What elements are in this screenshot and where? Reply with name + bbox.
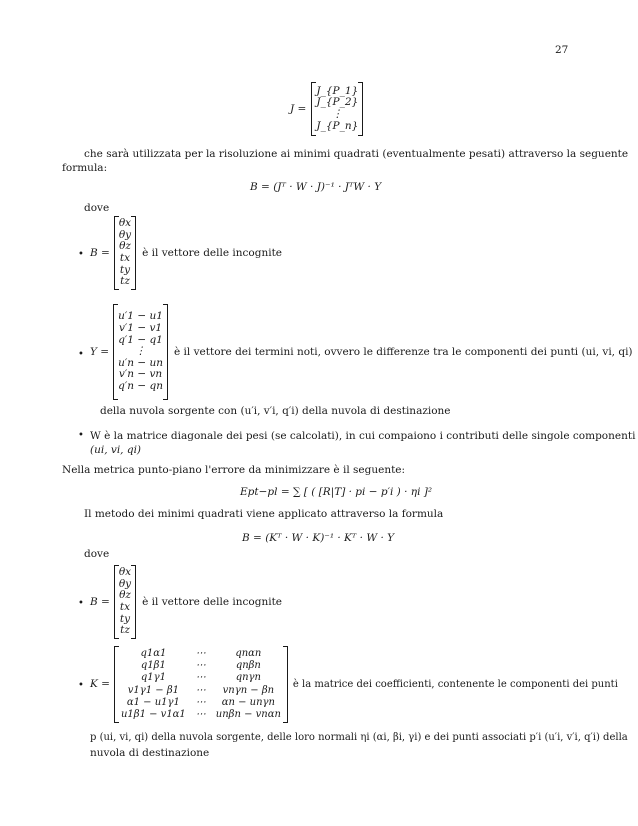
b-vector-row: tx (119, 601, 131, 613)
page-number: 27 (555, 44, 569, 56)
b-vector-row: θz (119, 589, 131, 602)
y-vector-row: u′n − un (118, 356, 163, 369)
k-matrix-item (90, 646, 618, 723)
j-matrix-lhs: J = (290, 102, 307, 115)
dove-label: dove (84, 202, 110, 214)
k-matrix-cell: qnβn (235, 660, 261, 672)
b-vector-desc: è il vettore delle incognite (142, 595, 283, 608)
b-vector-item (90, 216, 282, 290)
y-vector-row: ⋮ (135, 345, 146, 358)
j-matrix-row: ⋮ (332, 108, 343, 120)
w-item-line: W è la matrice diagonale dei pesi (se calcolati), in cui compaiono i contributi delle singole componenti (90, 430, 636, 442)
b-vector-row: θx (118, 217, 132, 230)
bullet: • (78, 430, 84, 441)
equation-b2: B = (Kᵀ · W · K)⁻¹ · Kᵀ · W · Y (242, 532, 395, 544)
b-vector-row: θz (119, 240, 131, 253)
b-vector-row: θy (118, 577, 132, 590)
k-matrix-cell: v1γ1 − β1 (127, 684, 179, 696)
k-matrix-cell: ⋯ (195, 672, 206, 684)
y-vector-row: q′1 − q1 (118, 333, 163, 346)
k-matrix-lhs: K = (90, 678, 110, 691)
y-vector (113, 304, 168, 400)
k-matrix-cell: ⋯ (195, 648, 206, 659)
b-vector-item (90, 565, 282, 639)
y-vector-row: v′1 − v1 (118, 322, 163, 335)
paragraph-line: formula: (62, 162, 108, 174)
y-vector-item (90, 304, 633, 400)
y-vector-lhs: Y = (90, 345, 110, 358)
k-matrix-cell: qnαn (235, 648, 262, 659)
k-matrix-cell: ⋯ (195, 660, 206, 672)
k-matrix-cell: ⋯ (195, 684, 206, 696)
y-vector-desc-cont: della nuvola sorgente con (u′i, v′i, q′i) della nuvola di destinazione (100, 405, 451, 417)
b-vector-lhs: B = (90, 595, 110, 608)
paragraph-line: che sarà utilizzata per la risoluzione ai minimi quadrati (eventualmente pesati) attraverso la seguente (84, 148, 629, 160)
k-matrix-cell: ⋯ (195, 709, 206, 721)
y-vector-row: u′1 − u1 (118, 310, 163, 323)
b-vector-desc: è il vettore delle incognite (142, 246, 283, 259)
bullet: • (78, 249, 84, 260)
paragraph-line: Il metodo dei minimi quadrati viene applicato attraverso la formula (84, 508, 444, 520)
y-vector-row: q′n − qn (118, 379, 163, 392)
bullet: • (78, 680, 84, 691)
k-matrix-cell: ⋯ (195, 696, 206, 708)
k-matrix-cell: αn − unγn (221, 696, 275, 708)
k-matrix-desc-cont: p (ui, vi, qi) della nuvola sorgente, delle loro normali ηi (αi, βi, γi) e dei punti associati p′i (u′i, v′i, q′i) della (90, 732, 628, 743)
k-matrix-desc-cont: nuvola di destinazione (90, 747, 210, 759)
k-matrix-desc: è la matrice dei coefficienti, contenente le componenti dei punti (292, 679, 618, 691)
k-matrix-cell: qnγn (235, 672, 261, 684)
equation-b: B = (Jᵀ · W · J)⁻¹ · JᵀW · Y (250, 181, 382, 193)
bullet: • (78, 598, 84, 609)
k-matrix-cell: q1γ1 (140, 672, 166, 684)
b-vector-lhs: B = (90, 246, 110, 259)
w-item-line: (ui, vi, qi) (90, 444, 142, 456)
b-vector-row: θx (118, 566, 132, 579)
j-matrix-equation (290, 82, 363, 136)
b-vector (114, 565, 136, 639)
b-vector-row: ty (119, 612, 131, 625)
j-matrix-row: J_{P_2} (316, 96, 359, 109)
y-vector-row: v′n − vn (118, 368, 163, 381)
j-matrix-row: J_{P_1} (316, 84, 359, 97)
k-matrix-cell: q1α1 (140, 648, 167, 659)
k-matrix-cell: u1β1 − v1α1 (120, 709, 186, 721)
k-matrix-cell: unβn − vnαn (215, 709, 281, 721)
b-vector-row: tz (120, 275, 130, 288)
b-vector-row: tz (120, 624, 130, 637)
j-matrix-row: J_{P_n} (316, 119, 359, 132)
y-vector-desc: è il vettore dei termini noti, ovvero le differenze tra le componenti dei punti (ui, vi, qi) (174, 345, 633, 358)
j-matrix (311, 82, 363, 136)
b-vector (114, 216, 136, 290)
b-vector-row: ty (119, 263, 131, 276)
k-matrix-cell: vnγn − βn (222, 684, 275, 696)
k-matrix-cell: α1 − u1γ1 (126, 696, 180, 708)
bullet: • (78, 349, 84, 360)
k-matrix-cell: q1β1 (140, 660, 166, 672)
paragraph-line: Nella metrica punto-piano l'errore da minimizzare è il seguente: (62, 464, 406, 476)
equation-error: Ept−pl = ∑ [ ( [R|T] · pi − p′i ) · ηi ]² (240, 486, 433, 498)
k-matrix (114, 646, 288, 723)
dove-label: dove (84, 548, 110, 560)
b-vector-row: θy (118, 228, 132, 241)
b-vector-row: tx (119, 252, 131, 264)
